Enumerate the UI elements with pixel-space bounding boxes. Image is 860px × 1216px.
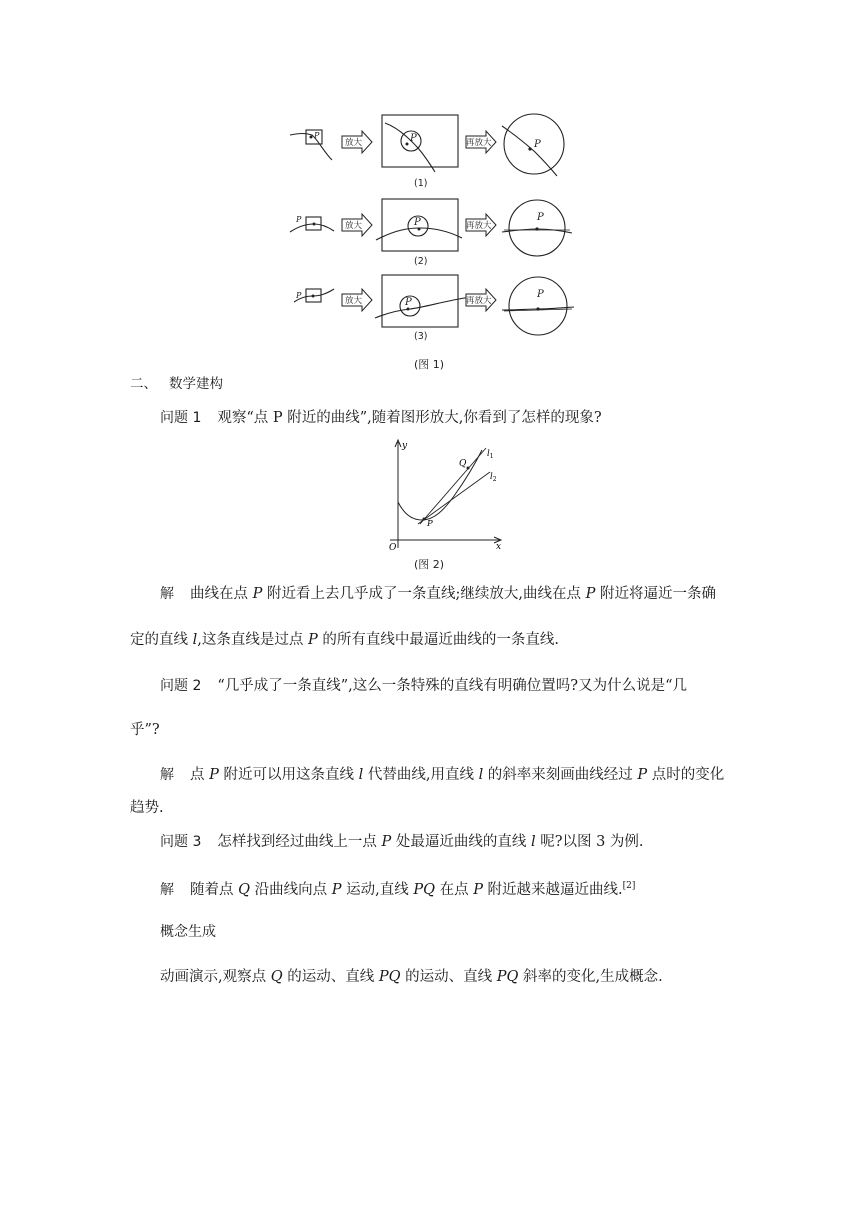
figure-1-row-2 — [290, 199, 572, 267]
concept-heading: 概念生成 — [160, 924, 216, 940]
figure-1-row-3 — [294, 275, 574, 342]
answer-2-line-1: 解 点 P 附近可以用这条直线 l 代替曲线,用直线 l 的斜率来刻画曲线经过 P 点时的变化 — [160, 767, 725, 783]
answer-1-line-2: 定的直线 l,这条直线是过点 P 的所有直线中最逼近曲线的一条直线. — [130, 632, 559, 648]
svg-text:y: y — [402, 441, 408, 451]
figure-1 — [0, 0, 860, 350]
x-axis — [390, 537, 501, 543]
question-1 — [160, 408, 602, 428]
figure-2-caption: (图 2) — [414, 558, 445, 571]
demo-text: 动画演示,观察点 Q 的运动、直线 PQ 的运动、直线 PQ 斜率的变化,生成概念. — [160, 969, 663, 985]
y-axis — [395, 440, 401, 548]
figure-1-row-1 — [290, 114, 564, 189]
svg-text:P: P — [410, 133, 417, 144]
svg-text:P: P — [405, 297, 412, 308]
svg-text:再放大: 再放大 — [466, 221, 492, 231]
row-3-caption: (3) — [414, 331, 428, 342]
section-number: 二、 — [130, 376, 157, 392]
svg-text:再放大: 再放大 — [466, 138, 492, 148]
svg-text:P: P — [296, 215, 302, 224]
section-title: 数学建构 — [169, 376, 223, 392]
section-heading — [130, 374, 223, 394]
point-q — [467, 467, 470, 470]
svg-text:O: O — [389, 543, 397, 553]
question-2-label: 问题 2 — [160, 678, 202, 694]
answer-2-line-2: 趋势. — [130, 800, 164, 816]
answer-3-label: 解 — [160, 882, 174, 898]
svg-text:x: x — [496, 542, 502, 552]
answer-3: 解 随着点 Q 沿曲线向点 P 运动,直线 PQ 在点 P 附近越来越逼近曲线.[2] — [160, 881, 636, 898]
answer-2-label: 解 — [160, 767, 174, 783]
point-p — [423, 518, 426, 521]
question-2-line-1: 问题 2 “几乎成了一条直线”,这么一条特殊的直线有明确位置吗?又为什么说是“几 — [160, 678, 687, 694]
line-l2 — [418, 472, 490, 524]
svg-text:P: P — [427, 519, 433, 529]
svg-text:Q: Q — [459, 459, 467, 469]
answer-1-line-1: 解 曲线在点 P 附近看上去几乎成了一条直线;继续放大,曲线在点 P 附近将逼近一条确 — [160, 586, 716, 602]
svg-text:再放大: 再放大 — [466, 296, 492, 306]
svg-text:l2: $l_2$ — [490, 472, 497, 483]
question-3-label: 问题 3 — [160, 834, 202, 850]
point-label: P — [314, 131, 320, 140]
line-l1 — [420, 448, 486, 524]
row-1-caption: (1) — [414, 178, 428, 189]
citation-ref: [2] — [622, 881, 636, 891]
svg-text:l1: $l_1$ — [487, 449, 494, 460]
question-1-text: 观察“点 P 附近的曲线”,随着图形放大,你看到了怎样的现象? — [217, 410, 602, 426]
row-2-caption: (2) — [414, 256, 428, 267]
question-2-line-2: 乎”? — [130, 722, 160, 738]
figure-1-caption: (图 1) — [414, 358, 445, 371]
svg-text:P: P — [414, 217, 421, 228]
svg-text:P: P — [537, 289, 544, 300]
figure-2 — [382, 436, 512, 554]
question-1-label: 问题 1 — [160, 410, 202, 426]
point-marker — [310, 136, 313, 139]
svg-text:P: P — [296, 291, 302, 300]
svg-text:放大: 放大 — [345, 138, 363, 148]
svg-text:P: P — [537, 212, 544, 223]
curve — [398, 450, 482, 520]
answer-1-label: 解 — [160, 586, 174, 602]
question-3: 问题 3 怎样找到经过曲线上一点 P 处最逼近曲线的直线 l 呢?以图 3 为例. — [160, 834, 644, 850]
svg-text:放大: 放大 — [345, 296, 363, 306]
svg-text:P: P — [534, 139, 541, 150]
svg-text:放大: 放大 — [345, 221, 363, 231]
